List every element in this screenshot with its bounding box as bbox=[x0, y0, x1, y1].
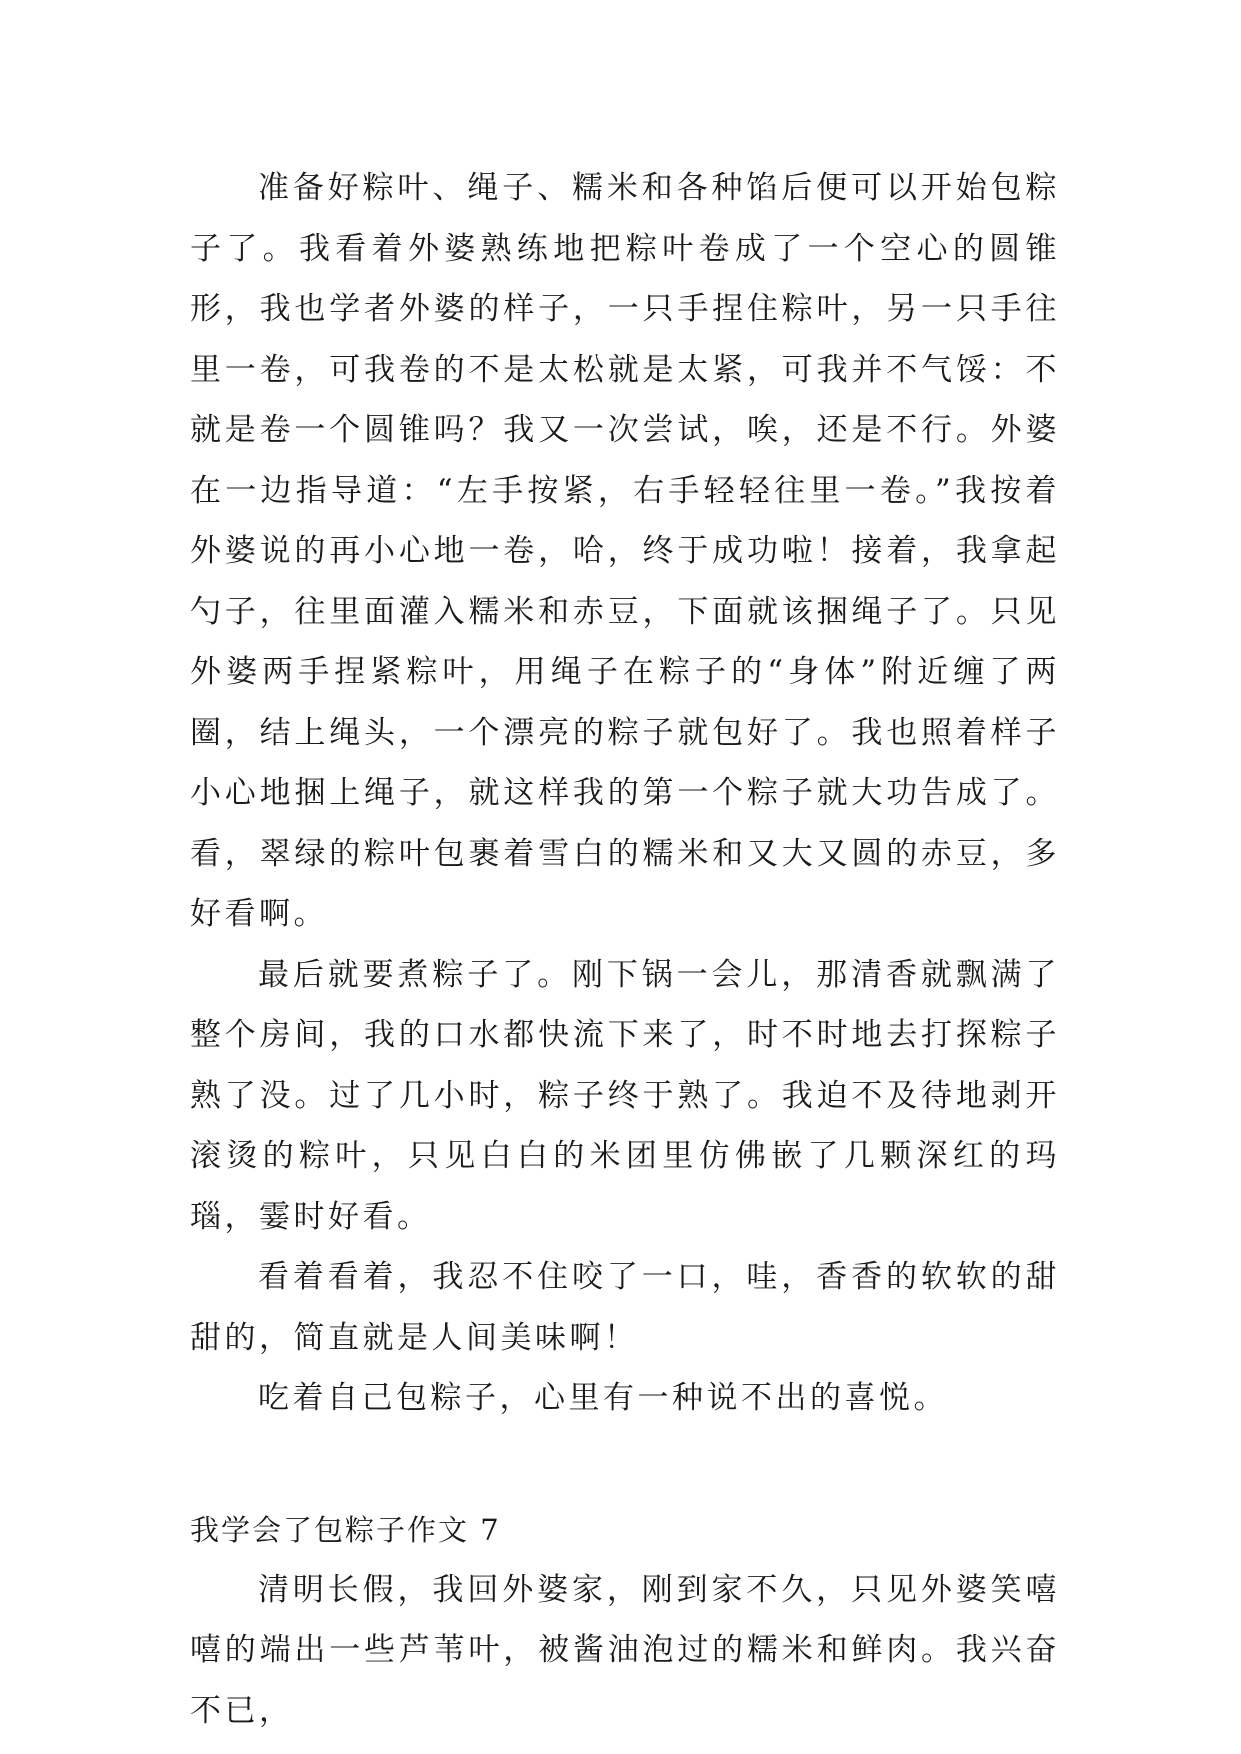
paragraph-wrapping-zongzi: 准备好粽叶、绳子、糯米和各种馅后便可以开始包粽子了。我看着外婆熟练地把粽叶卷成了一个空心的圆锥形，我也学者外婆的样子，一只手捏住粽叶，另一只手往里一卷，可我卷的不是太松就是太紧，可我并不气馁：不就是卷一个圆锥吗？我又一次尝试，唉，还是不行。外婆在一边指导道：“左手按紧，右手轻轻往里一卷。”我按着外婆说的再小心地一卷，哈，终于成功啦！接着，我拿起勺子，往里面灌入糯米和赤豆，下面就该捆绳子了。只见外婆两手捏紧粽叶，用绳子在粽子的“身体”附近缠了两圈，结上绳头，一个漂亮的粽子就包好了。我也照着样子小心地捆上绳子，就这样我的第一个粽子就大功告成了。看，翠绿的粽叶包裹着雪白的糯米和又大又圆的赤豆，多好看啊。 bbox=[190, 170, 1060, 932]
paragraph-joy: 吃着自己包粽子，心里有一种说不出的喜悦。 bbox=[258, 1380, 948, 1416]
paragraph-qingming-holiday: 清明长假，我回外婆家，刚到家不久，只见外婆笑嘻嘻的端出一些芦苇叶，被酱油泡过的糯米和鲜肉。我兴奋不已， bbox=[190, 1571, 1060, 1729]
document-body bbox=[190, 158, 1060, 1741]
paragraph-cooking-zongzi: 最后就要煮粽子了。刚下锅一会儿，那清香就飘满了整个房间，我的口水都快流下来了，时不时地去打探粽子熟了没。过了几小时，粽子终于熟了。我迫不及待地剥开滚烫的粽叶，只见白白的米团里仿佛嵌了几颗深红的玛瑙，霎时好看。 bbox=[190, 956, 1060, 1235]
section-title: 我学会了包粽子作文 7 bbox=[190, 1512, 501, 1547]
paragraph-tasting-zongzi: 看着看着，我忍不住咬了一口，哇，香香的软软的甜甜的，简直就是人间美味啊！ bbox=[190, 1259, 1060, 1356]
